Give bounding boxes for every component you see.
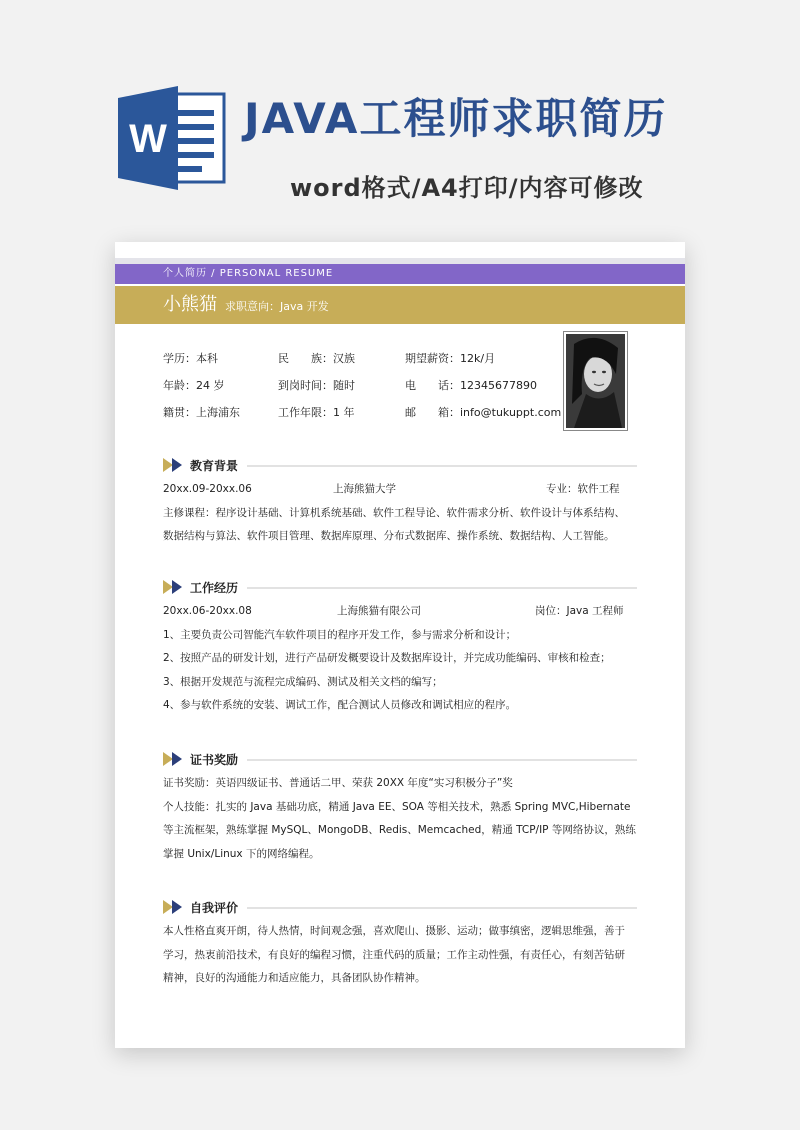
section-divider bbox=[247, 587, 637, 589]
section-title: 工作经历 bbox=[190, 581, 239, 595]
info-email: 邮 箱：info@tukuppt.com bbox=[405, 406, 562, 419]
section-title: 自我评价 bbox=[190, 901, 239, 915]
section-divider bbox=[247, 465, 637, 467]
text-line: 4、参与软件系统的安装、调试工作，配合测试人员修改和调试相应的程序。 bbox=[163, 699, 517, 711]
self-evaluation-section bbox=[163, 896, 637, 991]
resume-paper bbox=[115, 242, 685, 1048]
info-years: 工作年限：1 年 bbox=[278, 406, 355, 419]
arrow-icon bbox=[163, 900, 185, 914]
arrow-icon bbox=[163, 580, 185, 594]
work-summary bbox=[163, 600, 637, 624]
work-position: 岗位：Java 工程师 bbox=[535, 605, 624, 617]
work-company: 上海熊猫有限公司 bbox=[337, 605, 421, 617]
text-line: 证书奖励：英语四级证书、普通话二甲、荣获 20XX 年度“实习积极分子”奖 bbox=[163, 777, 513, 789]
section-header bbox=[163, 896, 637, 920]
arrow-icon bbox=[163, 458, 185, 472]
info-education: 学历：本科 bbox=[163, 352, 218, 365]
text-line: 学习，热衷前沿技术，有良好的编程习惯，注重代码的质量；工作主动性强，有责任心，有刻苦钻研 bbox=[163, 948, 625, 961]
info-row bbox=[163, 404, 583, 431]
info-hometown: 籍贯：上海浦东 bbox=[163, 406, 240, 419]
name-bar bbox=[115, 286, 685, 324]
page-subtitle: word格式/A4打印/内容可修改 bbox=[290, 174, 644, 202]
candidate-name: 小熊猫 bbox=[163, 294, 217, 315]
job-intent: 求职意向：Java 开发 bbox=[225, 300, 329, 313]
section-title: 教育背景 bbox=[190, 459, 239, 473]
header-label: 个人简历 / PERSONAL RESUME bbox=[115, 264, 685, 284]
awards-section bbox=[163, 748, 637, 866]
info-ethnicity: 民 族：汉族 bbox=[278, 352, 355, 365]
education-major: 专业：软件工程 bbox=[546, 483, 620, 495]
education-summary bbox=[163, 478, 637, 502]
section-divider bbox=[247, 759, 637, 761]
profile-photo bbox=[563, 331, 628, 431]
portrait-image bbox=[566, 334, 625, 428]
text-line: 数据结构与算法、软件项目管理、数据库原理、分布式数据库、操作系统、数据结构、人工智能。 bbox=[163, 530, 615, 542]
text-line: 主修课程：程序设计基础、计算机系统基础、软件工程导论、软件需求分析、软件设计与体系结构、 bbox=[163, 506, 625, 519]
education-date: 20xx.09-20xx.06 bbox=[163, 483, 252, 495]
info-salary: 期望薪资：12k/月 bbox=[405, 352, 496, 365]
text-line: 2、按照产品的研发计划，进行产品研发概要设计及数据库设计，并完成功能编码、审核和检查； bbox=[163, 652, 611, 664]
page-title: JAVA工程师求职简历 bbox=[244, 94, 668, 143]
section-header bbox=[163, 748, 637, 772]
text-line: 本人性格直爽开朗，待人热情，时间观念强，喜欢爬山、摄影、运动；做事缜密，逻辑思维强，善于 bbox=[163, 925, 625, 937]
info-start: 到岗时间：随时 bbox=[278, 379, 355, 392]
text-line: 1、主要负责公司智能汽车软件项目的程序开发工作，参与需求分析和设计； bbox=[163, 628, 517, 641]
text-line: 掌握 Unix/Linux 下的网络编程。 bbox=[163, 847, 320, 860]
text-line: 个人技能：扎实的 Java 基础功底，精通 Java EE、SOA 等相关技术，熟悉 Spring MVC,Hibernate bbox=[163, 800, 631, 813]
education-school: 上海熊猫大学 bbox=[333, 483, 396, 495]
word-icon bbox=[116, 84, 228, 192]
text-line: 3、根据开发规范与流程完成编码、测试及相关文档的编写； bbox=[163, 675, 443, 688]
arrow-icon bbox=[163, 752, 185, 766]
section-divider bbox=[247, 907, 637, 909]
work-section bbox=[163, 576, 637, 718]
info-age: 年龄：24 岁 bbox=[163, 379, 225, 392]
banner bbox=[0, 0, 800, 230]
info-row bbox=[163, 350, 583, 377]
section-title: 证书奖励 bbox=[190, 753, 239, 767]
info-row bbox=[163, 377, 583, 404]
text-line: 等主流框架，熟练掌握 MySQL、MongoDB、Redis、Memcached，精通 TCP/IP 等网络协议，熟练 bbox=[163, 824, 636, 836]
text-line: 精神，良好的沟通能力和适应能力，具备团队协作精神。 bbox=[163, 972, 426, 984]
work-date: 20xx.06-20xx.08 bbox=[163, 605, 252, 617]
education-section bbox=[163, 454, 637, 549]
section-header bbox=[163, 576, 637, 600]
basic-info bbox=[163, 350, 583, 431]
info-phone: 电 话：12345677890 bbox=[405, 379, 537, 392]
section-header bbox=[163, 454, 637, 478]
svg-text:W: W bbox=[129, 117, 167, 161]
